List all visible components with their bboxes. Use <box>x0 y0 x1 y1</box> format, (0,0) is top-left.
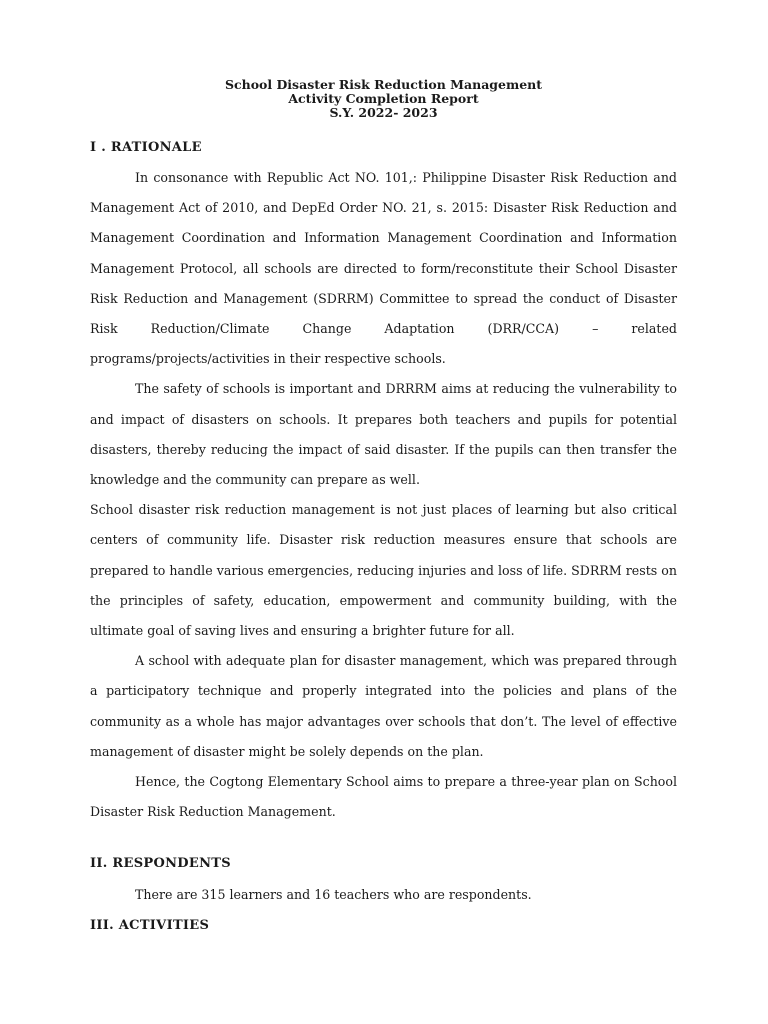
title-line-2: Activity Completion Report <box>288 91 479 106</box>
rationale-paragraph-1: In consonance with Republic Act NO. 101,: Philippine Disaster Risk Reduction and Management Act of 2010, and DepEd Order NO. 21, s. 2015: Disaster Risk Reduction and Management Coordination and Information Management Coordination and Information Management Protocol, all schools are directed to form/reconstitute their School Disaster Risk Reduction and Management (SDRRM) Committee to spread the conduct of Disaster Risk Reduction/Climate Change Adaptation (DRR/CCA) – related programs/projects/activities in their respective schools. <box>90 170 677 367</box>
document-page <box>90 78 677 933</box>
rationale-paragraph-3: School disaster risk reduction management is not just places of learning but also critical centers of community life. Disaster risk reduction measures ensure that schools are prepared to handle various emergencies, reducing injuries and loss of life. SDRRM rests on the principles of safety, education, empowerment and community building, with the ultimate goal of saving lives and ensuring a brighter future for all. <box>90 502 677 639</box>
rationale-paragraph-4: A school with adequate plan for disaster management, which was prepared through a participatory technique and properly integrated into the policies and plans of the community as a whole has major advantages over schools that don’t. The level of effective management of disaster might be solely depends on the plan. <box>90 653 677 759</box>
activities-heading: III. ACTIVITIES <box>90 918 210 934</box>
respondents-heading: II. RESPONDENTS <box>90 856 231 872</box>
title-line-1: School Disaster Risk Reduction Management <box>224 77 543 92</box>
title-line-3: S.Y. 2022- 2023 <box>329 105 438 120</box>
respondents-text: There are 315 learners and 16 teachers who are respondents. <box>135 887 532 903</box>
rationale-heading: I . RATIONALE <box>90 140 202 155</box>
rationale-paragraph-5: Hence, the Cogtong Elementary School aims to prepare a three-year plan on School Disaster Risk Reduction Management. <box>90 774 677 820</box>
report-title <box>90 78 677 120</box>
rationale-paragraph-2: The safety of schools is important and DRRRM aims at reducing the vulnerability to and impact of disasters on schools. It prepares both teachers and pupils for potential disasters, thereby reducing the impact of said disaster. If the pupils can then transfer the knowledge and the community can prepare as well. <box>90 381 677 488</box>
